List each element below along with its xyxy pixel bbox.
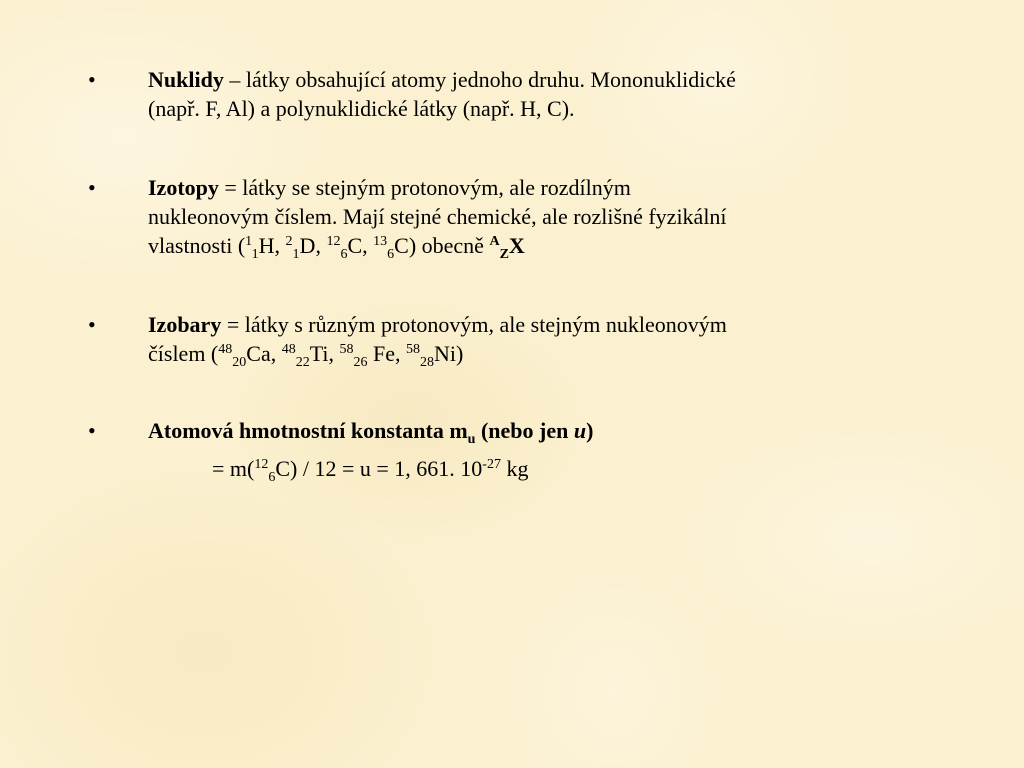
separator: ) — [408, 233, 417, 258]
atomic-number: 6 — [340, 247, 348, 262]
bullet-dot: • — [88, 312, 96, 337]
mass-number: 1 — [245, 234, 252, 249]
element-symbol: Ti — [309, 341, 329, 366]
bullet-text-izobary — [148, 310, 938, 368]
atomic-number: 28 — [420, 355, 434, 370]
formula-z: 6 — [268, 470, 276, 485]
isotope-example — [326, 233, 374, 262]
izobary-line1: = látky s různým protonovým, ale stejným nukleonovým — [221, 312, 727, 337]
separator: , — [395, 341, 406, 366]
izotopy-line3-prefix: vlastnosti ( — [148, 233, 246, 258]
element-symbol: Fe — [367, 341, 395, 366]
term-amu — [148, 418, 594, 447]
term-amu-mid: (nebo jen — [475, 418, 574, 443]
term-nuklidy: Nuklidy — [148, 67, 224, 92]
term-amu-prefix: Atomová hmotnostní konstanta m — [148, 418, 468, 443]
general-mass: A — [489, 234, 500, 249]
element-symbol: C — [347, 233, 363, 258]
bullet-text-amu — [148, 416, 938, 445]
atomic-number: 22 — [295, 355, 310, 370]
term-amu-sub: u — [467, 432, 476, 447]
general-label: obecně — [416, 233, 490, 258]
formula-exp: -27 — [482, 457, 501, 472]
term-izotopy: Izotopy — [148, 175, 219, 200]
isobar-example — [406, 341, 464, 370]
formula-rest: C) / 12 = u = 1, 661. 10 — [275, 456, 483, 481]
isotope-example — [373, 233, 417, 262]
bullet-text-izotopy — [148, 173, 938, 260]
atomic-number: 26 — [353, 355, 368, 370]
izobary-line2 — [148, 341, 464, 370]
izobary-line2-prefix: číslem ( — [148, 341, 219, 366]
nuklidy-line1: – látky obsahující atomy jednoho druhu. Mononuklidické — [223, 67, 736, 92]
general-symbol: X — [508, 233, 525, 258]
general-z: Z — [499, 247, 509, 262]
atomic-number: 20 — [232, 355, 247, 370]
amu-formula — [212, 454, 528, 483]
separator: ) — [456, 341, 464, 366]
bullet-text-nuklidy — [148, 65, 938, 123]
mass-number: 48 — [281, 342, 296, 357]
separator: , — [274, 233, 286, 258]
mass-number: 48 — [218, 342, 233, 357]
element-symbol: C — [394, 233, 409, 258]
isobar-example — [218, 341, 282, 370]
mass-number: 2 — [285, 234, 293, 249]
bullet-dot: • — [88, 67, 96, 92]
term-izobary: Izobary — [148, 312, 222, 337]
isotope-example — [285, 233, 327, 262]
mass-number: 13 — [373, 234, 388, 249]
izotopy-line3 — [148, 233, 525, 262]
atomic-number: 6 — [387, 247, 395, 262]
mass-number: 58 — [339, 342, 354, 357]
isobar-example — [339, 341, 407, 370]
formula-mass: 12 — [254, 457, 269, 472]
formula-prefix: = m( — [212, 456, 255, 481]
bullet-dot: • — [88, 418, 96, 443]
bullet-dot: • — [88, 175, 96, 200]
element-symbol: H — [258, 233, 275, 258]
mass-number: 58 — [406, 342, 420, 357]
general-notation — [489, 233, 525, 262]
formula-unit: kg — [500, 456, 529, 481]
atomic-number: 1 — [251, 247, 259, 262]
mass-number: 12 — [326, 234, 341, 249]
element-symbol: Ni — [434, 341, 456, 366]
term-amu-end: ) — [586, 418, 594, 443]
element-symbol: D — [299, 233, 316, 258]
izotopy-line2: nukleonovým číslem. Mají stejné chemické, ale rozlišné fyzikální — [148, 204, 727, 229]
separator: , — [270, 341, 282, 366]
term-amu-italic: u — [573, 418, 587, 443]
isobar-example — [281, 341, 340, 370]
nuklidy-line2: (např. F, Al) a polynuklidické látky (např. H, C). — [148, 96, 575, 121]
isotope-example — [245, 233, 286, 262]
element-symbol: Ca — [246, 341, 271, 366]
separator: , — [328, 341, 340, 366]
separator: , — [315, 233, 327, 258]
separator: , — [362, 233, 374, 258]
izotopy-line1: = látky se stejným protonovým, ale rozdílným — [218, 175, 631, 200]
atomic-number: 1 — [292, 247, 300, 262]
